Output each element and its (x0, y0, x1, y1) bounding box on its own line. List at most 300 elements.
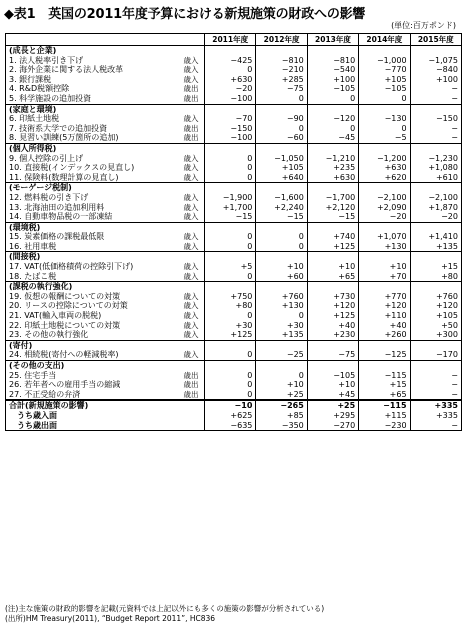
table-row (6, 380, 462, 390)
item-direction: 歳入 (181, 75, 205, 85)
item-value: +25 (256, 390, 307, 401)
item-value: 0 (205, 272, 256, 282)
item-value: +750 (205, 292, 256, 302)
item-value: −20 (359, 212, 410, 222)
item-direction: 歳入 (181, 311, 205, 321)
item-label: 15. 炭素価格の課税最低限 (6, 232, 181, 242)
table-row (6, 84, 462, 94)
item-value: +740 (307, 232, 358, 242)
section-dir-blank (181, 222, 205, 232)
budget-impact-table (5, 33, 462, 431)
item-value: −25 (256, 350, 307, 360)
item-value: 0 (205, 65, 256, 75)
item-value: +285 (256, 75, 307, 85)
item-value: +80 (410, 272, 461, 282)
item-label: 1. 法人税率引き下げ (6, 56, 181, 66)
item-value: +130 (359, 242, 410, 252)
table-row (6, 75, 462, 85)
section-value-blank (205, 222, 256, 232)
item-value: 0 (256, 242, 307, 252)
section-value-blank (410, 282, 461, 292)
item-label: 22. 印紙土地税についての対策 (6, 321, 181, 331)
table-row (6, 114, 462, 124)
total-value: −265 (256, 400, 307, 411)
item-direction: 歳入 (181, 173, 205, 183)
item-value: +135 (256, 330, 307, 340)
total-value: −270 (307, 421, 358, 431)
item-value: 0 (205, 380, 256, 390)
item-value: +120 (410, 301, 461, 311)
table-row (6, 330, 462, 340)
item-value: +630 (359, 163, 410, 173)
item-direction: 歳入 (181, 193, 205, 203)
section-value-blank (410, 222, 461, 232)
item-value: −75 (256, 84, 307, 94)
table-row (6, 311, 462, 321)
item-direction: 歳出 (181, 133, 205, 143)
section-title: (家庭と環境) (6, 104, 181, 114)
item-direction: 歳入 (181, 163, 205, 173)
item-label: 26. 若年者への雇用手当の縮減 (6, 380, 181, 390)
item-value: −105 (307, 371, 358, 381)
item-direction: 歳入 (181, 350, 205, 360)
item-label: 11. 保険料(数理計算の見直し) (6, 173, 181, 183)
item-label: 2. 海外企業に関する法人税改革 (6, 65, 181, 75)
table-row (6, 193, 462, 203)
section-value-blank (307, 143, 358, 153)
table-row (6, 133, 462, 143)
total-value: −635 (205, 421, 256, 431)
item-value: −1,900 (205, 193, 256, 203)
total-row (6, 421, 462, 431)
item-value: − (410, 133, 461, 143)
section-header-row (6, 46, 462, 56)
section-title: (個人所得税) (6, 143, 181, 153)
section-value-blank (410, 104, 461, 114)
item-value: +1,410 (410, 232, 461, 242)
section-value-blank (410, 340, 461, 350)
item-direction: 歳入 (181, 232, 205, 242)
item-value: +1,070 (359, 232, 410, 242)
item-value: −150 (410, 114, 461, 124)
column-header: 2014年度 (359, 34, 410, 46)
table-row (6, 301, 462, 311)
item-value: 0 (307, 94, 358, 104)
item-label: 19. 仮想の報酬についての対策 (6, 292, 181, 302)
item-value: −100 (205, 133, 256, 143)
item-value: +15 (359, 380, 410, 390)
item-value: −125 (359, 350, 410, 360)
item-value: 0 (205, 154, 256, 164)
item-value: −15 (307, 212, 358, 222)
section-value-blank (307, 282, 358, 292)
item-value: +30 (256, 321, 307, 331)
section-dir-blank (181, 183, 205, 193)
item-value: +110 (359, 311, 410, 321)
item-direction: 歳入 (181, 272, 205, 282)
item-value: −2,100 (359, 193, 410, 203)
item-label: 20. リースの控除についての対策 (6, 301, 181, 311)
item-value: −75 (307, 350, 358, 360)
section-dir-blank (181, 143, 205, 153)
table-row (6, 212, 462, 222)
item-value: +620 (359, 173, 410, 183)
section-title: (寄付) (6, 340, 181, 350)
item-value: 0 (205, 163, 256, 173)
item-value: 0 (205, 311, 256, 321)
item-value: 0 (205, 350, 256, 360)
item-value: +80 (205, 301, 256, 311)
item-value: 0 (256, 232, 307, 242)
item-value: +130 (256, 301, 307, 311)
item-label: 5. 科学施設の追加投資 (6, 94, 181, 104)
section-value-blank (256, 340, 307, 350)
section-value-blank (307, 222, 358, 232)
item-value: +40 (359, 321, 410, 331)
item-value: +640 (256, 173, 307, 183)
item-value: −810 (256, 56, 307, 66)
item-value: +10 (307, 380, 358, 390)
section-value-blank (205, 104, 256, 114)
item-value: −840 (410, 65, 461, 75)
section-value-blank (256, 282, 307, 292)
section-value-blank (256, 46, 307, 56)
item-value: −1,200 (359, 154, 410, 164)
item-value: +2,240 (256, 203, 307, 213)
item-value: +100 (307, 75, 358, 85)
table-row (6, 242, 462, 252)
item-value: −1,600 (256, 193, 307, 203)
item-label: 7. 技術系大学での追加投資 (6, 124, 181, 134)
item-direction: 歳出 (181, 94, 205, 104)
section-value-blank (205, 282, 256, 292)
item-direction: 歳入 (181, 301, 205, 311)
section-header-row (6, 183, 462, 193)
section-value-blank (205, 340, 256, 350)
item-value: −170 (410, 350, 461, 360)
item-value: −425 (205, 56, 256, 66)
table-row (6, 272, 462, 282)
total-row (6, 400, 462, 411)
item-direction: 歳入 (181, 262, 205, 272)
section-value-blank (256, 143, 307, 153)
section-value-blank (410, 252, 461, 262)
item-label: 16. 社用車税 (6, 242, 181, 252)
item-value: −1,050 (256, 154, 307, 164)
item-value: +125 (307, 242, 358, 252)
item-value: +125 (205, 330, 256, 340)
total-value: −115 (359, 400, 410, 411)
section-header-row (6, 143, 462, 153)
item-direction: 歳出 (181, 84, 205, 94)
table-row (6, 371, 462, 381)
item-value: − (410, 380, 461, 390)
item-value: 0 (359, 124, 410, 134)
item-value: +30 (205, 321, 256, 331)
section-value-blank (359, 361, 410, 371)
item-value: +235 (307, 163, 358, 173)
total-label: うち歳出面 (6, 421, 205, 431)
item-value: −115 (359, 371, 410, 381)
item-value: +120 (359, 301, 410, 311)
section-value-blank (205, 252, 256, 262)
total-label: 合計(新規施策の影響) (6, 400, 205, 411)
column-header: 2011年度 (205, 34, 256, 46)
item-direction: 歳出 (181, 124, 205, 134)
section-value-blank (256, 183, 307, 193)
item-value: −105 (359, 84, 410, 94)
item-value: +50 (410, 321, 461, 331)
item-label: 18. たばこ税 (6, 272, 181, 282)
section-value-blank (256, 361, 307, 371)
item-value: −210 (256, 65, 307, 75)
table-row (6, 56, 462, 66)
unit-label: (単位:百万ポンド) (391, 21, 456, 30)
item-value: − (410, 84, 461, 94)
item-value: − (410, 94, 461, 104)
item-value: +230 (307, 330, 358, 340)
item-value: +10 (256, 262, 307, 272)
item-value: +105 (410, 311, 461, 321)
section-value-blank (359, 143, 410, 153)
item-value: −100 (205, 94, 256, 104)
section-title: (その他の支出) (6, 361, 181, 371)
item-label: 21. VAT(輸入車両の脱税) (6, 311, 181, 321)
item-value: 0 (205, 371, 256, 381)
item-value: −1,230 (410, 154, 461, 164)
item-value: +15 (410, 262, 461, 272)
note-text: (注)主な施策の財政的影響を記載(元資料では上記以外にも多くの施策の影響が分析されている) (5, 604, 325, 613)
item-direction: 歳入 (181, 212, 205, 222)
item-value: 0 (256, 311, 307, 321)
table-row (6, 65, 462, 75)
item-direction: 歳出 (181, 380, 205, 390)
table-row (6, 232, 462, 242)
item-value: −70 (205, 114, 256, 124)
table-row (6, 321, 462, 331)
section-value-blank (359, 104, 410, 114)
section-value-blank (205, 183, 256, 193)
item-value: +770 (359, 292, 410, 302)
section-header-row (6, 222, 462, 232)
item-label: 6. 印紙土地税 (6, 114, 181, 124)
item-value: +1,080 (410, 163, 461, 173)
item-label: 9. 個人控除の引上げ (6, 154, 181, 164)
section-header-row (6, 340, 462, 350)
total-value: +335 (410, 411, 461, 421)
table-row (6, 163, 462, 173)
item-value: 0 (205, 390, 256, 401)
item-value: 0 (256, 94, 307, 104)
item-value: +100 (410, 75, 461, 85)
item-value: 0 (205, 173, 256, 183)
section-title: (成長と企業) (6, 46, 181, 56)
item-value: +135 (410, 242, 461, 252)
total-value: +295 (307, 411, 358, 421)
source-text: (出所)HM Treasury(2011), “Budget Report 2011”, HC836 (5, 614, 216, 623)
item-direction: 歳入 (181, 242, 205, 252)
section-value-blank (256, 104, 307, 114)
table-row (6, 154, 462, 164)
section-title: (モーゲージ税制) (6, 183, 181, 193)
item-value: −15 (256, 212, 307, 222)
item-direction: 歳出 (181, 371, 205, 381)
item-value: +60 (256, 272, 307, 282)
item-value: −1,000 (359, 56, 410, 66)
total-label: うち歳入面 (6, 411, 205, 421)
item-value: −2,100 (410, 193, 461, 203)
section-value-blank (307, 252, 358, 262)
item-direction: 歳入 (181, 154, 205, 164)
column-header: 2012年度 (256, 34, 307, 46)
item-value: +65 (359, 390, 410, 401)
item-value: − (410, 124, 461, 134)
item-value: −120 (307, 114, 358, 124)
item-value: 0 (359, 94, 410, 104)
item-value: +10 (256, 380, 307, 390)
section-value-blank (359, 340, 410, 350)
item-direction: 歳入 (181, 65, 205, 75)
section-value-blank (307, 361, 358, 371)
section-title: (環境税) (6, 222, 181, 232)
item-value: +300 (410, 330, 461, 340)
item-direction: 歳入 (181, 56, 205, 66)
item-direction: 歳入 (181, 114, 205, 124)
table-row (6, 292, 462, 302)
table-row (6, 203, 462, 213)
item-value: −1,075 (410, 56, 461, 66)
item-label: 4. R&D税額控除 (6, 84, 181, 94)
section-value-blank (307, 340, 358, 350)
item-label: 8. 見習い訓練(5万箇所の追加) (6, 133, 181, 143)
item-value: −810 (307, 56, 358, 66)
item-value: +2,120 (307, 203, 358, 213)
section-dir-blank (181, 340, 205, 350)
item-value: 0 (205, 242, 256, 252)
item-value: +40 (307, 321, 358, 331)
item-value: −45 (307, 133, 358, 143)
table-row (6, 94, 462, 104)
item-value: +630 (205, 75, 256, 85)
section-header-row (6, 282, 462, 292)
item-label: 17. VAT(低価格積荷の控除引下げ) (6, 262, 181, 272)
section-value-blank (205, 361, 256, 371)
item-value: +5 (205, 262, 256, 272)
item-value: +105 (256, 163, 307, 173)
section-dir-blank (181, 252, 205, 262)
item-value: − (410, 371, 461, 381)
item-value: +120 (307, 301, 358, 311)
item-value: −770 (359, 65, 410, 75)
header-blank (6, 34, 205, 46)
item-value: 0 (256, 371, 307, 381)
item-value: −5 (359, 133, 410, 143)
item-value: −20 (205, 84, 256, 94)
item-value: +70 (359, 272, 410, 282)
section-value-blank (359, 222, 410, 232)
item-direction: 歳入 (181, 292, 205, 302)
item-direction: 歳出 (181, 390, 205, 401)
column-header: 2013年度 (307, 34, 358, 46)
item-value: +260 (359, 330, 410, 340)
section-value-blank (359, 252, 410, 262)
item-direction: 歳入 (181, 203, 205, 213)
table-body (6, 46, 462, 431)
item-value: −15 (205, 212, 256, 222)
item-label: 13. 北海油田の追加利用料 (6, 203, 181, 213)
item-value: −20 (410, 212, 461, 222)
item-value: +1,870 (410, 203, 461, 213)
section-value-blank (410, 143, 461, 153)
item-value: 0 (256, 124, 307, 134)
item-value: +125 (307, 311, 358, 321)
item-label: 23. その他の執行強化 (6, 330, 181, 340)
item-value: 0 (205, 232, 256, 242)
section-value-blank (307, 46, 358, 56)
item-value: +760 (410, 292, 461, 302)
section-dir-blank (181, 282, 205, 292)
section-header-row (6, 252, 462, 262)
item-value: +10 (359, 262, 410, 272)
section-value-blank (307, 183, 358, 193)
section-value-blank (205, 143, 256, 153)
section-value-blank (256, 252, 307, 262)
item-value: −60 (256, 133, 307, 143)
item-value: +610 (410, 173, 461, 183)
total-value: +625 (205, 411, 256, 421)
item-value: +1,700 (205, 203, 256, 213)
item-value: +105 (359, 75, 410, 85)
total-value: +25 (307, 400, 358, 411)
section-value-blank (205, 46, 256, 56)
section-dir-blank (181, 46, 205, 56)
item-value: +630 (307, 173, 358, 183)
section-dir-blank (181, 361, 205, 371)
item-value: +65 (307, 272, 358, 282)
total-value: −350 (256, 421, 307, 431)
section-value-blank (359, 183, 410, 193)
item-value: +2,090 (359, 203, 410, 213)
total-value: −10 (205, 400, 256, 411)
page-title: ◆表1 英国の2011年度予算における新規施策の財政への影響 (4, 7, 366, 22)
item-value: −130 (359, 114, 410, 124)
section-dir-blank (181, 104, 205, 114)
item-label: 3. 銀行課税 (6, 75, 181, 85)
item-label: 24. 相続税(寄付への軽減税率) (6, 350, 181, 360)
table-row (6, 173, 462, 183)
item-direction: 歳入 (181, 321, 205, 331)
item-value: 0 (307, 124, 358, 134)
item-value: −540 (307, 65, 358, 75)
item-value: −90 (256, 114, 307, 124)
table-row (6, 350, 462, 360)
total-value: +115 (359, 411, 410, 421)
section-value-blank (256, 222, 307, 232)
section-header-row (6, 361, 462, 371)
total-value: +335 (410, 400, 461, 411)
section-value-blank (410, 183, 461, 193)
item-label: 12. 燃料税の引き下げ (6, 193, 181, 203)
notes (5, 604, 324, 624)
header-row (6, 34, 462, 46)
item-direction: 歳入 (181, 330, 205, 340)
section-value-blank (359, 46, 410, 56)
total-value: −230 (359, 421, 410, 431)
item-label: 10. 直接税(インデックスの見直し) (6, 163, 181, 173)
item-value: +10 (307, 262, 358, 272)
item-label: 25. 住宅手当 (6, 371, 181, 381)
total-row (6, 411, 462, 421)
